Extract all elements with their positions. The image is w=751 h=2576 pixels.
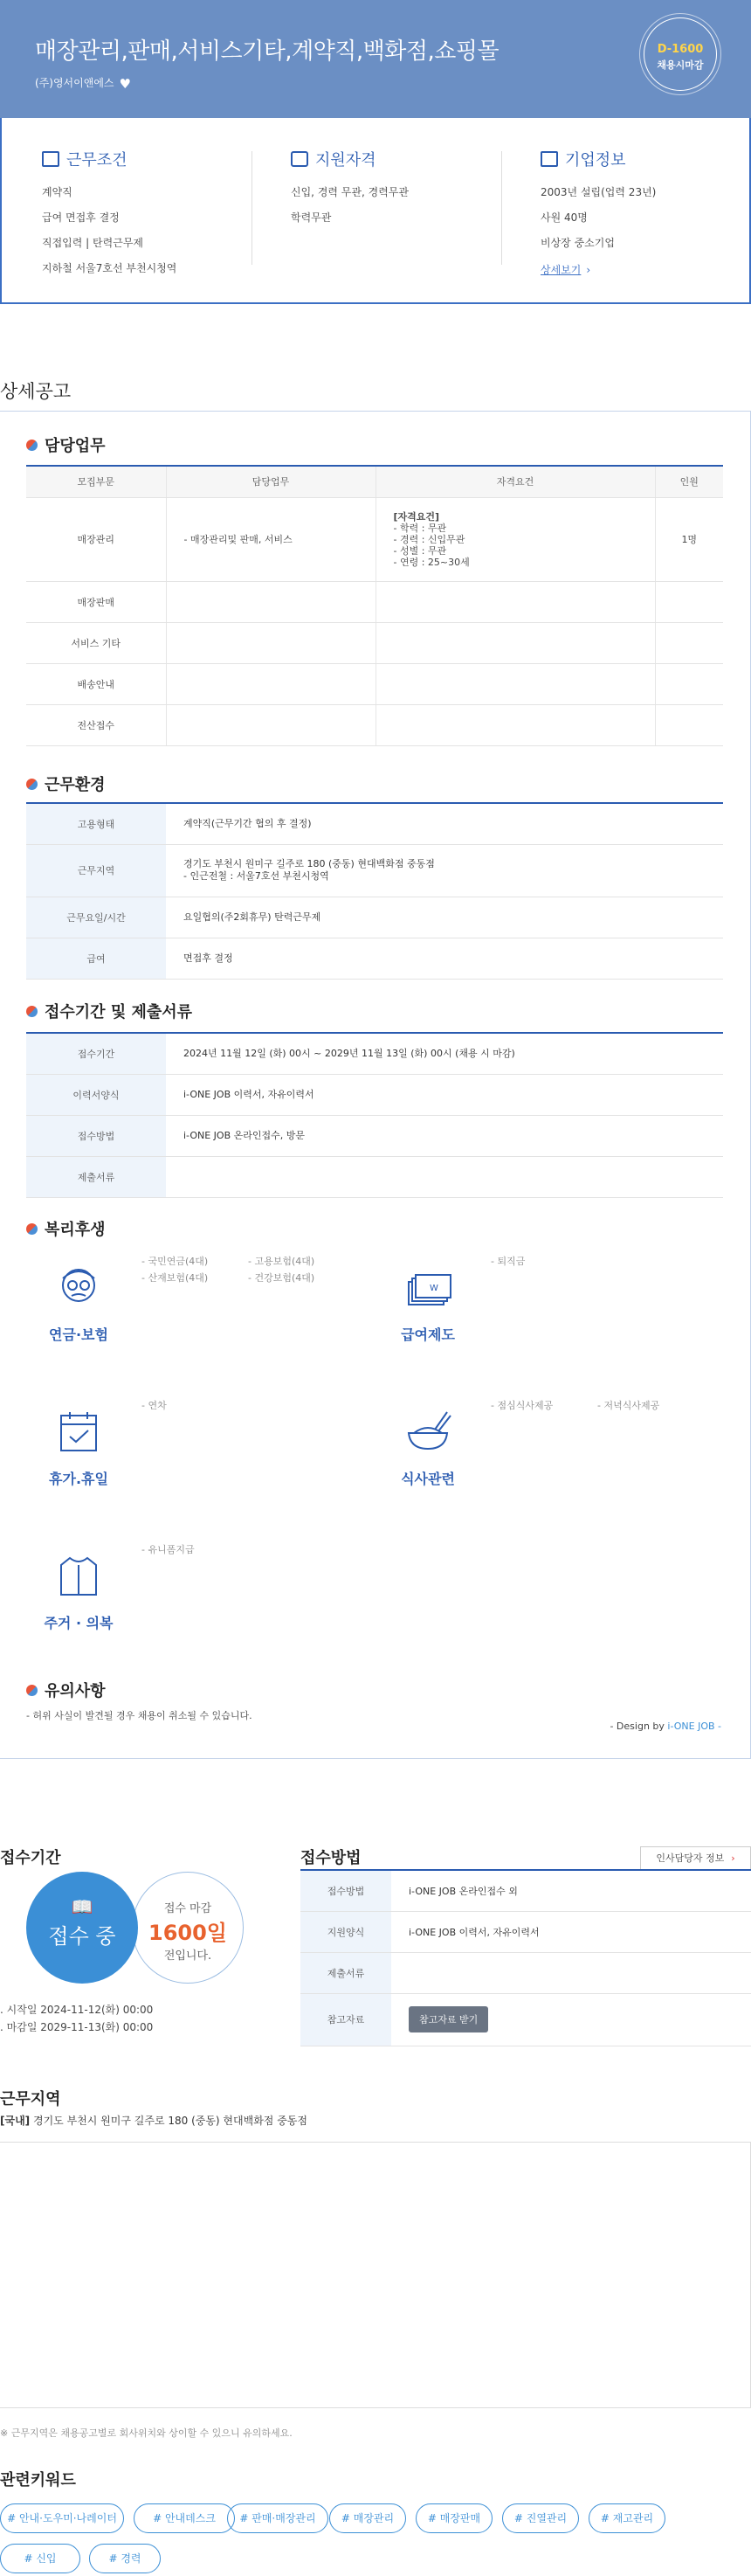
table-row	[300, 1952, 751, 1993]
requirement-cell	[376, 581, 655, 622]
column-header: 인원	[655, 466, 723, 497]
status-circle	[26, 1872, 138, 1984]
env-heading	[26, 772, 106, 795]
caution-heading	[26, 1679, 106, 1701]
row-header: 제출서류	[26, 1156, 166, 1197]
column-header: 자격요건	[376, 466, 655, 497]
apply-table	[26, 1032, 723, 1198]
location-address	[0, 2113, 307, 2128]
row-value: 계약직(근무기간 협의 후 결정)	[166, 803, 723, 844]
work-condition-item: 급여 면접후 결정	[42, 211, 120, 224]
dday-badge	[644, 17, 717, 91]
hr-info-button[interactable]	[640, 1846, 751, 1871]
dept-cell: 배송안내	[26, 663, 166, 704]
address-text: 경기도 부천시 원미구 길주로 180 (중동) 현대백화점 중동점	[32, 2115, 307, 2127]
welfare-heading	[26, 1217, 106, 1240]
table-row	[26, 497, 723, 581]
welfare-label: 식사관련	[401, 1471, 455, 1487]
location-note: ※ 근무지역은 채용공고별로 회사위치와 상이할 수 있으니 유의하세요.	[0, 2427, 293, 2439]
method-table	[300, 1869, 751, 2046]
building-icon	[42, 151, 59, 167]
task-cell	[166, 581, 376, 622]
job-header	[0, 0, 751, 118]
qualifications-title: 지원자격	[315, 151, 376, 170]
keyword-tag[interactable]: # 경력	[89, 2544, 161, 2573]
row-header: 접수기간	[26, 1033, 166, 1074]
requirement-cell	[376, 622, 655, 663]
row-header: 접수방법	[300, 1870, 391, 1911]
keyword-tag[interactable]: # 판매·매장관리	[227, 2503, 328, 2533]
count-cell	[655, 622, 723, 663]
column-header: 담당업무	[166, 466, 376, 497]
divider	[501, 151, 502, 265]
hr-info-label: 인사담당자 정보	[656, 1852, 725, 1864]
deadline-suffix: 전입니다.	[163, 1949, 212, 1963]
table-row	[26, 1115, 723, 1156]
welfare-group	[26, 1254, 341, 1376]
task-cell	[166, 663, 376, 704]
work-conditions-title: 근무조건	[66, 151, 127, 170]
keyword-tag[interactable]: # 매장관리	[329, 2503, 406, 2533]
period-title: 접수기간	[0, 1849, 61, 1867]
welfare-item: - 고용보험(4대)	[248, 1256, 315, 1267]
welfare-item: - 건강보험(4대)	[248, 1272, 315, 1284]
work-conditions	[42, 148, 251, 286]
keyword-tag[interactable]: # 매장판매	[416, 2503, 493, 2533]
duty-heading	[26, 433, 106, 456]
task-cell: - 매장관리및 판매, 서비스	[166, 497, 376, 581]
bullet-icon	[26, 1685, 38, 1696]
chevron-right-icon: ›	[731, 1852, 735, 1864]
table-row	[26, 581, 723, 622]
welfare-item: - 연차	[141, 1400, 167, 1411]
duty-title: 담당업무	[45, 437, 106, 455]
row-value	[166, 844, 723, 897]
count-cell	[655, 663, 723, 704]
table-row	[300, 1993, 751, 2046]
design-brand: i-ONE JOB -	[667, 1721, 721, 1732]
welfare-label: 연금·보험	[49, 1326, 108, 1343]
table-row	[300, 1870, 751, 1911]
company-info-item: 사원 40명	[541, 211, 588, 224]
table-row	[300, 1911, 751, 1952]
table-row	[26, 1074, 723, 1115]
id-card-icon	[291, 151, 308, 167]
bullet-icon	[26, 779, 38, 790]
welfare-title: 복리후생	[45, 1221, 106, 1239]
dept-cell: 전산접수	[26, 704, 166, 745]
requirement-line: [자격요건]	[393, 510, 440, 523]
requirement-cell	[376, 663, 655, 704]
row-header: 이력서양식	[26, 1074, 166, 1115]
table-row	[26, 1156, 723, 1197]
count-cell	[655, 581, 723, 622]
keyword-tag[interactable]: # 안내·도우미·나레이터	[0, 2503, 124, 2533]
dday-count: D-1600	[657, 43, 704, 56]
company-name-row	[35, 75, 131, 92]
location-title: 근무지역	[0, 2090, 61, 2109]
requirement-cell	[376, 497, 655, 581]
welfare-group	[376, 1254, 690, 1376]
apply-title: 접수기간 및 제출서류	[45, 1003, 193, 1021]
welfare-item: - 점심식사제공	[491, 1400, 554, 1411]
requirement-line: - 연령 : 25~30세	[393, 556, 470, 568]
dept-cell: 매장판매	[26, 581, 166, 622]
row-value	[391, 1993, 751, 2046]
method-title: 접수방법	[300, 1849, 362, 1867]
work-condition-item: 지하철 서울7호선 부천시청역	[42, 262, 177, 274]
company-info	[541, 148, 750, 287]
column-header: 모집부문	[26, 466, 166, 497]
location-tag: [국내]	[0, 2115, 31, 2127]
task-cell	[166, 704, 376, 745]
calendar-check-icon	[52, 1407, 105, 1459]
money-stack-icon	[402, 1266, 454, 1319]
count-cell	[655, 704, 723, 745]
value-line: - 인근전철 : 서울7호선 부천시청역	[183, 870, 329, 882]
company-building-icon	[541, 151, 558, 167]
qualification-item: 학력무관	[291, 211, 332, 224]
end-date: . 마감일 2029-11-13(화) 00:00	[0, 2021, 154, 2033]
bullet-icon	[26, 1223, 38, 1235]
caution-text: - 허위 사실이 발견될 경우 채용이 취소될 수 있습니다.	[26, 1710, 252, 1721]
dday-label: 채용시마감	[657, 59, 704, 71]
table-row	[26, 1033, 723, 1074]
table-row	[26, 704, 723, 745]
welfare-group	[376, 1398, 690, 1520]
row-value: i-ONE JOB 온라인접수, 방문	[166, 1115, 723, 1156]
bullet-icon	[26, 440, 38, 451]
keyword-tag[interactable]: # 안내데스크	[134, 2503, 235, 2533]
row-header: 지원양식	[300, 1911, 391, 1952]
svg-text:W: W	[430, 1284, 438, 1293]
row-header: 접수방법	[26, 1115, 166, 1156]
map-area[interactable]	[0, 2142, 751, 2408]
company-name[interactable]: (주)영서이앤에스	[35, 77, 114, 89]
row-header: 참고자료	[300, 1993, 391, 2046]
row-header: 제출서류	[300, 1952, 391, 1993]
welfare-group	[26, 1398, 341, 1520]
caution-title: 유의사항	[45, 1682, 106, 1700]
env-title: 근무환경	[45, 776, 106, 794]
row-value: 2024년 11월 12일 (화) 00시 ~ 2029년 11월 13일 (화) 00시 (채용 시 마감)	[166, 1033, 723, 1074]
row-value: i-ONE JOB 온라인접수 외	[391, 1870, 751, 1911]
value-line: 경기도 부천시 원미구 길주로 180 (중동) 현대백화점 중동점	[183, 858, 435, 869]
requirement-line: - 성별 : 무관	[393, 544, 447, 557]
company-detail-link[interactable]: 상세보기	[541, 264, 582, 276]
reference-download-button[interactable]: 참고자료 받기	[409, 2006, 488, 2032]
start-date: . 시작일 2024-11-12(화) 00:00	[0, 2004, 154, 2016]
heart-icon[interactable]: ♥	[119, 75, 131, 92]
keyword-tag[interactable]: # 재고관리	[589, 2503, 665, 2533]
table-row	[26, 803, 723, 844]
duty-table	[26, 465, 723, 746]
design-credit	[610, 1721, 721, 1732]
welfare-label: 휴가.휴일	[49, 1471, 108, 1487]
apply-heading	[26, 1000, 192, 1022]
table-row	[26, 622, 723, 663]
table-row	[26, 897, 723, 938]
welfare-label: 주거 · 의복	[44, 1615, 114, 1631]
rice-bowl-icon	[402, 1407, 454, 1459]
company-info-item: 비상장 중소기업	[541, 237, 615, 249]
welfare-item: - 저녁식사제공	[597, 1400, 660, 1411]
welfare-item: - 국민연금(4대)	[141, 1256, 209, 1267]
dept-cell: 서비스 기타	[26, 622, 166, 663]
work-condition-item: 직접입력 | 탄력근무제	[42, 237, 144, 249]
row-header: 고용형태	[26, 803, 166, 844]
company-info-title: 기업정보	[565, 151, 626, 170]
detail-section-title: 상세공고	[0, 381, 72, 402]
row-header: 근무요일/시간	[26, 897, 166, 938]
task-cell	[166, 622, 376, 663]
dept-cell: 매장관리	[26, 497, 166, 581]
row-value: 요일협의(주2회휴무) 탄력근무제	[166, 897, 723, 938]
requirement-line: - 학력 : 무관	[393, 522, 447, 534]
chevron-right-icon: ›	[586, 264, 591, 276]
divider	[251, 151, 252, 265]
company-info-item: 2003년 설립(업력 23년)	[541, 186, 657, 198]
count-cell: 1명	[655, 497, 723, 581]
row-value	[166, 1156, 723, 1197]
qualification-item: 신입, 경력 무관, 경력무관	[291, 186, 409, 198]
row-value	[391, 1952, 751, 1993]
status-text: 접수 중	[48, 1924, 116, 1949]
job-title: 매장관리,판매,서비스기타,계약직,백화점,쇼핑몰	[35, 38, 500, 65]
keywords-title: 관련키워드	[0, 2471, 76, 2489]
row-value: i-ONE JOB 이력서, 자유이력서	[391, 1911, 751, 1952]
shirt-icon	[52, 1551, 105, 1603]
keyword-tag[interactable]: # 진열관리	[502, 2503, 579, 2533]
requirement-line: - 경력 : 신입무관	[393, 533, 465, 545]
book-icon: 📖	[71, 1896, 93, 1917]
row-header: 급여	[26, 938, 166, 979]
welfare-label: 급여제도	[401, 1326, 455, 1343]
keyword-tag[interactable]: # 신입	[0, 2544, 80, 2573]
person-glasses-icon	[52, 1261, 105, 1313]
row-value: 면접후 결정	[166, 938, 723, 979]
job-summary	[0, 118, 751, 304]
env-table	[26, 802, 723, 980]
table-row	[26, 844, 723, 897]
welfare-item: - 산재보험(4대)	[141, 1272, 209, 1284]
table-row	[26, 938, 723, 979]
qualifications	[291, 148, 500, 235]
deadline-days: 1600일	[148, 1921, 227, 1945]
deadline-circle	[132, 1872, 244, 1984]
table-row	[26, 663, 723, 704]
welfare-item: - 퇴직금	[491, 1256, 526, 1267]
welfare-group	[26, 1542, 341, 1665]
deadline-label: 접수 마감	[163, 1902, 212, 1915]
row-value: i-ONE JOB 이력서, 자유이력서	[166, 1074, 723, 1115]
welfare-item: - 유니폼지급	[141, 1544, 195, 1555]
bullet-icon	[26, 1006, 38, 1017]
row-header: 근무지역	[26, 844, 166, 897]
design-prefix: - Design by	[610, 1721, 668, 1732]
requirement-cell	[376, 704, 655, 745]
work-condition-item: 계약직	[42, 186, 72, 198]
